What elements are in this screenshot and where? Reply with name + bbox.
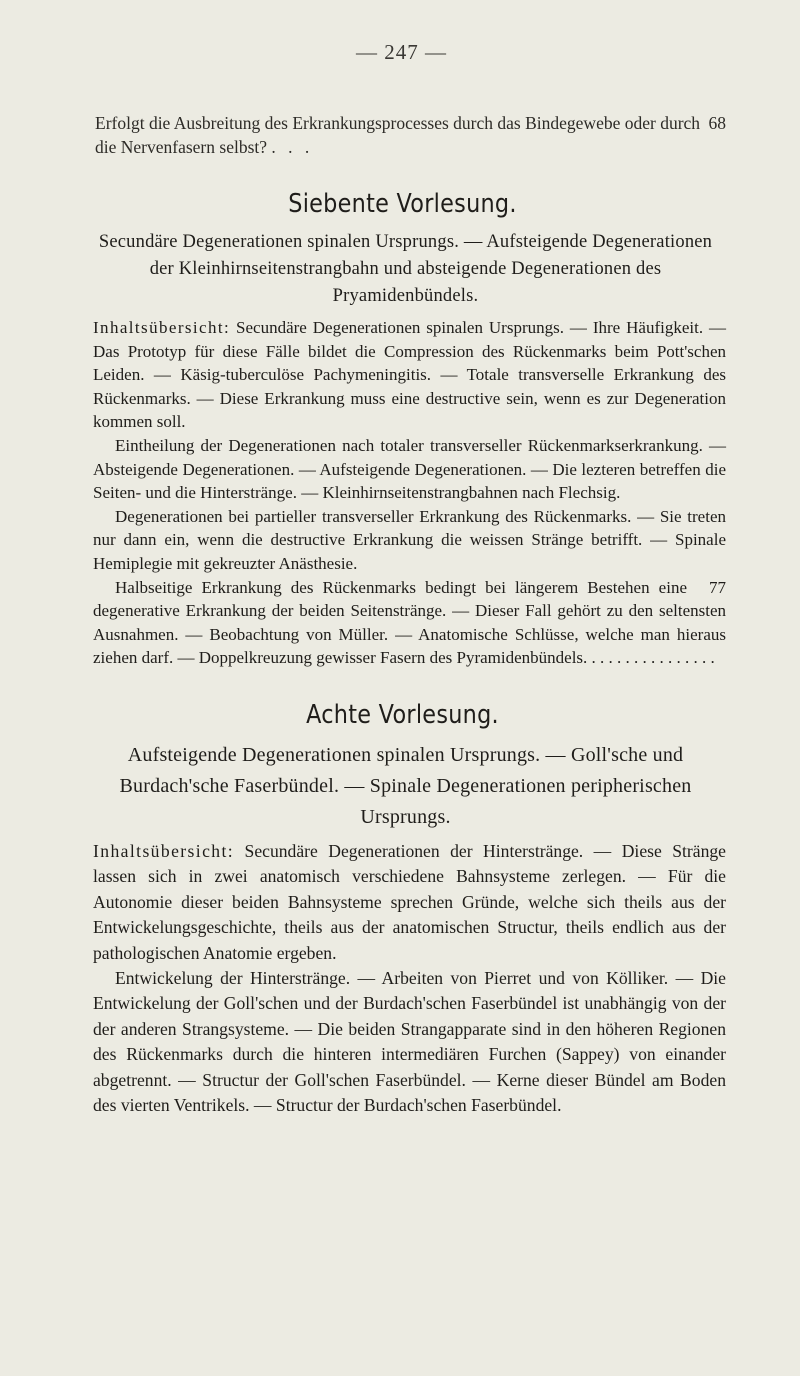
- lecture-seven-title: Siebente Vorlesung.: [288, 189, 517, 219]
- summary-text: Secundäre Degenerationen spinalen Ursprungs. — Ihre Häufigkeit. — Das Prototyp für diese Fälle bildet die Compression des Rückenmarks beim Pott'schen Leiden. — Käsig-tuberculöse Pachymeningitis. — Totale transverselle Erkrankung des Rückenmarks. — Diese Erkrankung muss eine destructive sein, wenn es zur Degeneration kommen soll.: [93, 318, 726, 432]
- summary-lead: Inhaltsübersicht:: [93, 840, 235, 861]
- lecture-seven: [93, 189, 726, 670]
- summary-paragraph: Eintheilung der Degenerationen nach totaler transverseller Rückenmarkserkrankung. — Absteigende Degenerationen. — Aufsteigende Degenerationen. — Die lezteren betreffen die Seiten- und die Hinterstränge. — Kleinhirnseitenstrangbahnen nach Flechsig.: [93, 435, 726, 503]
- intro-entry-dots: . . .: [271, 137, 314, 157]
- intro-entry-text: Erfolgt die Ausbreitung des Erkrankungsprocesses durch das Bindegewebe oder durch die Nervenfasern selbst?: [95, 113, 701, 157]
- summary-text: Halbseitige Erkrankung des Rückenmarks bedingt bei längerem Bestehen eine degenerative Erkrankung der beiden Seitenstränge. — Dieser Fall gehört zu den seltensten Ausnahmen. — Beobachtung von Müller. — Anatomische Schlüsse, welche man hieraus ziehen darf. — Doppelkreuzung gewisser Fasern des Pyramidenbündels. . . . . . . . . . . . . . . .: [93, 577, 726, 668]
- summary-paragraph: [93, 316, 726, 434]
- summary-lead: Inhaltsübersicht:: [93, 318, 231, 337]
- intro-entry: [93, 111, 726, 159]
- summary-paragraph: Degenerationen bei partieller transverseller Erkrankung des Rückenmarks. — Sie treten nur dann ein, wenn die destructive Erkrankung die weissen Stränge betrifft. — Spinale Hemiplegie mit gekreuzter Anästhesie.: [93, 506, 726, 573]
- summary-text: Secundäre Degenerationen der Hinterstränge. — Diese Stränge lassen sich in zwei anatomisch verschiedene Bahnsysteme zerlegen. — Für die Autonomie dieser beiden Bahnsysteme sprechen Gründe, welche sich theils aus der Entwickelungsgeschichte, theils aus der anatomischen Structur, theils endlich aus der pathologischen Anatomie ergeben.: [93, 840, 726, 963]
- lecture-eight-summary: [93, 839, 726, 1118]
- summary-paragraph: Entwickelung der Hinterstränge. — Arbeiten von Pierret und von Kölliker. — Die Entwickelung der Goll'schen und der Burdach'schen Faserbündel ist unabhängig von der der anderen Strangsysteme. — Die beiden Strangapparate sind in den höheren Regionen des Rückenmarks durch die hinteren intermediären Furchen (Sappey) von einander abgetrennt. — Structur der Goll'schen Faserbündel. — Kerne dieser Bündel am Boden des vierten Ventrikels. — Structur der Burdach'schen Faserbündel.: [93, 967, 726, 1115]
- lecture-seven-subtitle: Secundäre Degenerationen spinalen Ursprungs. — Aufsteigende Degenerationen der Kleinhirnseitenstrangbahn und absteigende Degenerationen des Pryamidenbündels.: [98, 232, 713, 306]
- lecture-seven-summary: [93, 316, 726, 670]
- summary-paragraph: [93, 576, 726, 670]
- lecture-seven-page-ref: 77: [709, 577, 726, 597]
- summary-paragraph: [93, 839, 726, 966]
- page-number: — 247 —: [356, 40, 447, 64]
- intro-entry-page-ref: 68: [708, 113, 726, 133]
- lecture-eight: [93, 700, 726, 1118]
- lecture-eight-title: Achte Vorlesung.: [306, 699, 499, 730]
- lecture-eight-subtitle: Aufsteigende Degenerationen spinalen Ursprungs. — Goll'sche und Burdach'sche Faserbündel. — Spinale Degenerationen peripherischen Ursprungs.: [119, 743, 692, 828]
